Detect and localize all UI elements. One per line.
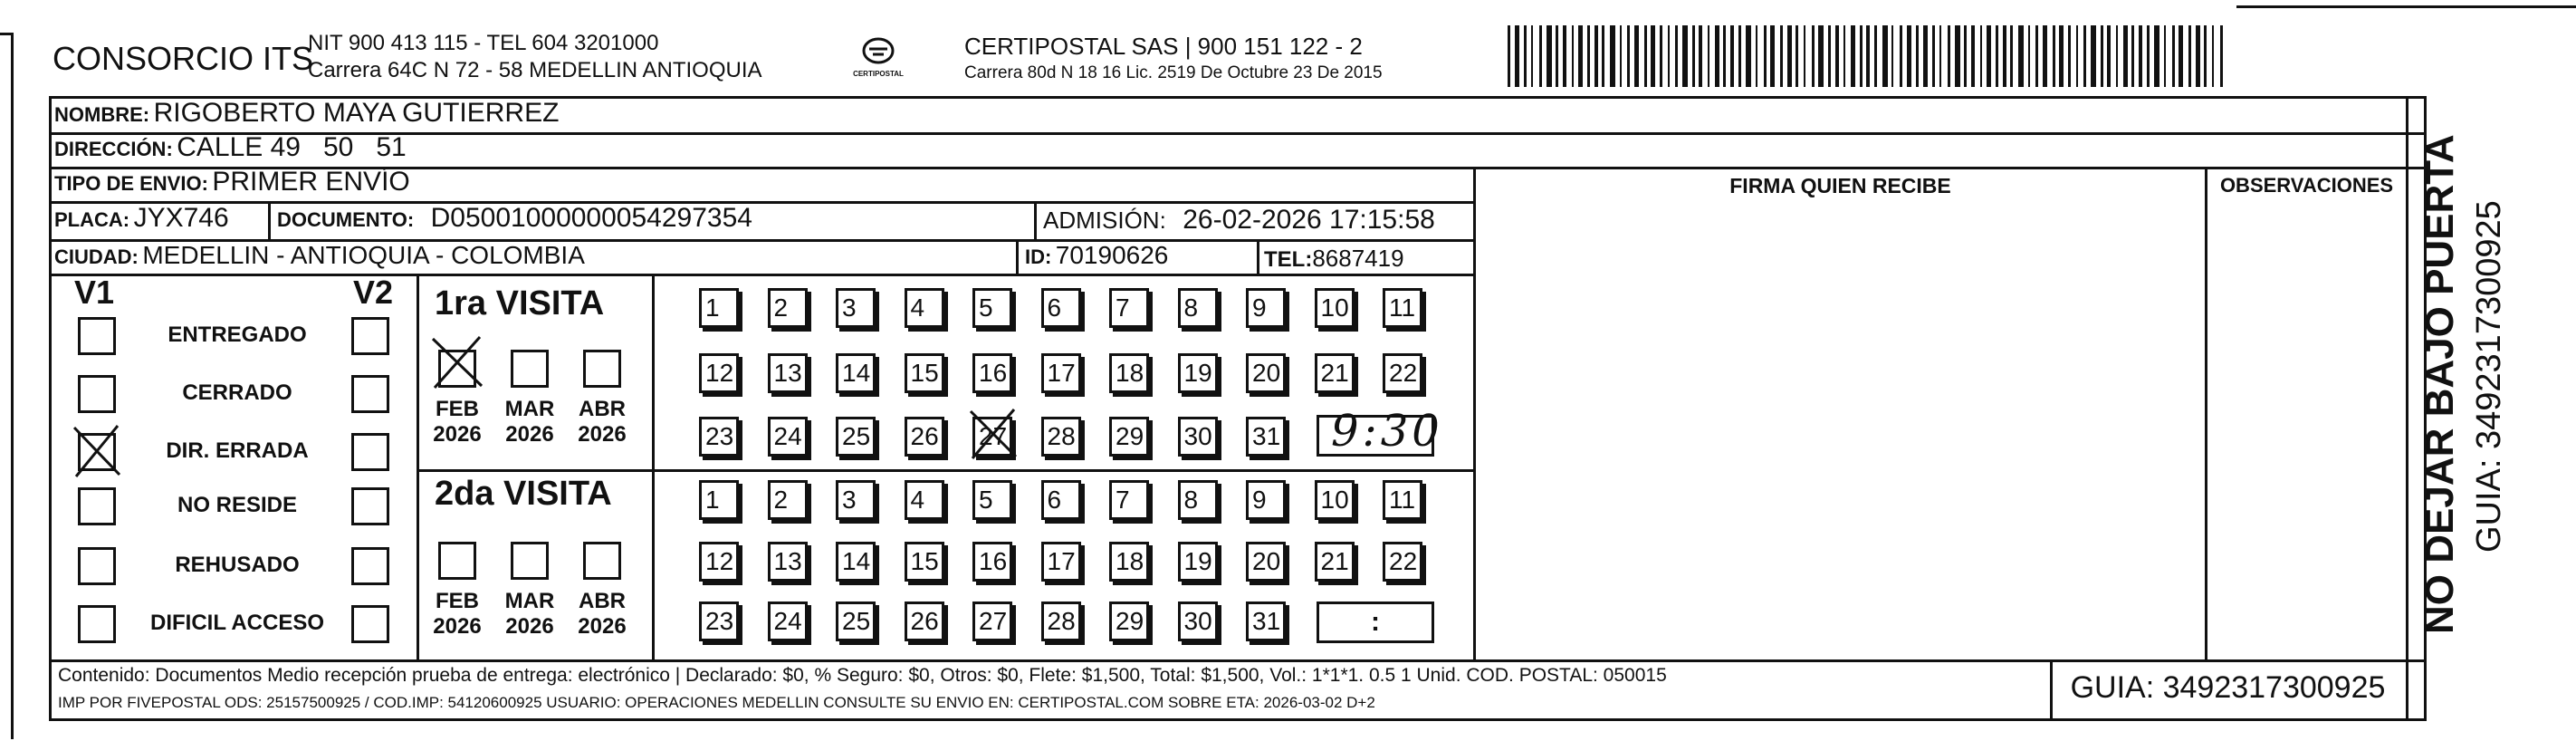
col-line [652,274,655,659]
month-label [570,397,634,447]
day-box[interactable]: 2 [768,480,808,520]
barcode-bar [1692,25,1695,87]
barcode-bar [2003,25,2006,87]
v2-checkbox[interactable] [351,375,389,413]
barcode-bar [1723,25,1726,87]
day-box[interactable]: 27 [972,417,1012,457]
day-box[interactable]: 13 [768,353,808,393]
day-box[interactable]: 27 [972,601,1012,641]
barcode-bar [1602,25,1604,87]
barcode-bar [1787,25,1792,87]
direccion-label: DIRECCIÓN: [54,138,173,160]
barcode-bar [1563,25,1566,87]
month-year: 2026 [578,614,627,639]
v1-checkbox[interactable] [78,547,116,585]
barcode-bar [1955,25,1960,87]
barcode-bar [1708,25,1709,87]
logo-text: CERTIPOSTAL [853,70,904,78]
barcode-bar [1843,25,1845,87]
left-edge-mark-v [11,33,14,739]
v2-checkbox[interactable] [351,433,389,471]
visit1-title: 1ra VISITA [435,284,605,322]
barcode-bar [2053,25,2055,87]
barcode-bar [1851,25,1855,87]
barcode-bar [1812,25,1815,87]
observaciones-header: OBSERVACIONES [2219,174,2394,197]
documento-value: D05001000000054297354 [430,203,752,233]
v2-label: V2 [353,274,394,311]
day-box[interactable]: 31 [1246,417,1286,457]
barcode-bar [2010,25,2013,87]
tel-label: TEL: [1264,247,1313,272]
day-box[interactable]: 17 [1041,353,1081,393]
month-year: 2026 [433,614,482,639]
day-box[interactable]: 22 [1383,542,1422,582]
barcode-bar [1699,25,1702,87]
barcode-bar [2164,25,2166,87]
day-box[interactable]: 11 [1383,480,1422,520]
day-box[interactable]: 20 [1246,542,1286,582]
company-nit: NIT 900 413 115 - TEL 604 3201000 [308,31,659,55]
ciudad-cell [54,241,585,270]
barcode-bar [1682,25,1688,87]
day-box[interactable]: 1 [699,480,739,520]
barcode-bar [1594,25,1598,87]
certipostal-logo-icon [858,36,898,65]
col-line [268,201,271,239]
v1-checkbox[interactable] [78,375,116,413]
day-box[interactable]: 3 [836,288,876,328]
barcode-bar [1730,25,1734,87]
barcode-bar [2028,25,2030,87]
month-label [498,589,561,640]
visit2-time-box: : [1317,601,1434,643]
day-box[interactable]: 1 [699,288,739,328]
month-label [426,397,489,447]
barcode-bar [1900,25,1902,87]
day-box[interactable]: 14 [836,353,876,393]
barcode-bar [1539,25,1542,87]
day-box[interactable]: 12 [699,542,739,582]
barcode-bar [1860,25,1863,87]
reason-label: NO RESIDE [177,493,298,517]
footer-line [49,659,2427,662]
barcode [1508,25,2232,87]
barcode-bar [1780,25,1783,87]
day-box[interactable]: 6 [1041,288,1081,328]
ciudad-label: CIUDAD: [54,245,139,268]
barcode-bar [1651,25,1655,87]
barcode-bar [1675,25,1678,87]
documento-label: DOCUMENTO: [277,208,415,231]
id-label: ID: [1025,245,1052,268]
v1-checkbox[interactable] [78,605,116,643]
day-box[interactable]: 21 [1315,353,1355,393]
barcode-bar [2154,25,2159,87]
barcode-bar [1796,25,1798,87]
col-line [1473,167,1476,659]
month-year: 2026 [505,422,554,447]
day-box[interactable]: 26 [905,601,944,641]
day-box[interactable]: 8 [1178,480,1218,520]
day-box[interactable]: 30 [1178,601,1218,641]
day-box[interactable]: 3 [836,480,876,520]
day-box[interactable]: 28 [1041,417,1081,457]
month-name: MAR [504,397,555,421]
barcode-bar [2068,25,2071,87]
barcode-bar [2035,25,2038,87]
tipo-label: TIPO DE ENVIO: [54,172,208,195]
month-checkbox[interactable] [583,350,621,388]
day-box[interactable]: 18 [1109,542,1149,582]
footer-contenido: Contenido: Documentos Medio recepción prueba de entrega: electrónico | Declarado: $0, % Seguro: $0, Otros: $0, Flete: $1,500, Total: $1,500, Vol.: 1*1*1. 0.5 1 Unid. COD. POSTAL: 050015 [58,665,1667,686]
barcode-bar [1835,25,1839,87]
barcode-bar [1987,25,1991,87]
barcode-bar [1660,25,1662,87]
month-label [498,397,561,447]
barcode-bar [1756,25,1757,87]
barcode-bar [1907,25,1911,87]
month-checkbox[interactable] [438,542,476,580]
barcode-bar [1818,25,1824,87]
month-name: ABR [579,397,626,421]
tel-cell [1264,245,1404,273]
footer-imp: IMP POR FIVEPOSTAL ODS: 25157500925 / COD.IMP: 54120600925 USUARIO: OPERACIONES MEDELLIN CONSULTE SU ENVIO EN: CERTIPOSTAL.COM SOBRE ETA: 2026-03-02 D+2 [58,694,1375,711]
day-box[interactable]: 4 [905,480,944,520]
tel-value: 8687419 [1312,245,1404,272]
barcode-bar [1668,25,1670,87]
day-box[interactable]: 22 [1383,353,1422,393]
barcode-bar [2043,25,2047,87]
barcode-bar [1866,25,1870,87]
barcode-bar [2101,25,2103,87]
barcode-bar [1948,25,1950,87]
barcode-bar [1508,25,1510,87]
day-box[interactable]: 13 [768,542,808,582]
barcode-bar [2172,25,2175,87]
day-box[interactable]: 5 [972,480,1012,520]
day-box[interactable]: 12 [699,353,739,393]
month-checkbox[interactable] [511,350,549,388]
direccion-value: CALLE 49 50 51 [177,132,407,162]
day-box[interactable]: 19 [1178,542,1218,582]
col-line [2205,167,2207,659]
visit2-title: 2da VISITA [435,475,612,513]
admision-value: 26-02-2026 17:15:58 [1183,205,1435,235]
barcode-bar [1916,25,1919,87]
tipo-row [54,167,410,197]
barcode-bar [1531,25,1533,87]
barcode-bar [1587,25,1590,87]
month-label [426,589,489,640]
col-line [1016,239,1019,274]
certipostal-logo [847,36,910,89]
id-cell [1025,241,1168,270]
col-line [2406,96,2408,721]
barcode-bar [2116,25,2118,87]
day-box[interactable]: 26 [905,417,944,457]
barcode-bar [1932,25,1935,87]
placa-value: JYX746 [133,203,229,233]
nombre-value: RIGOBERTO MAYA GUTIERREZ [153,98,560,128]
v2-checkbox[interactable] [351,605,389,643]
tipo-value: PRIMER ENVÍO [212,167,410,197]
barcode-bar [1738,25,1741,87]
barcode-bar [1610,25,1615,87]
day-box[interactable]: 25 [836,417,876,457]
reason-label: DIFICIL ACCESO [149,611,324,635]
barcode-bar [1620,25,1622,87]
day-box[interactable]: 10 [1315,288,1355,328]
barcode-bar [1971,25,1975,87]
barcode-bar [1578,25,1583,87]
month-name: FEB [436,397,479,421]
barcode-bar [1746,25,1751,87]
barcode-bar [2107,25,2111,87]
day-box[interactable]: 30 [1178,417,1218,457]
barcode-bar [2204,25,2207,87]
handwritten-x-mark [71,424,123,478]
month-checkbox[interactable] [511,542,549,580]
barcode-bar [1715,25,1719,87]
barcode-bar [1882,25,1888,87]
barcode-bar [1828,25,1831,87]
row-line [49,274,1476,276]
reason-label: REHUSADO [175,553,300,577]
day-box[interactable]: 24 [768,601,808,641]
carrier-address: Carrera 80d N 18 16 Lic. 2519 De Octubre 23 De 2015 [964,63,1383,82]
barcode-bar [1980,25,1982,87]
visit1-time-handwritten: 9:30 [1331,406,1443,457]
day-box[interactable]: 4 [905,288,944,328]
barcode-bar [1572,25,1574,87]
nombre-label: NOMBRE: [54,103,150,126]
day-box[interactable]: 17 [1041,542,1081,582]
col-line [417,274,419,659]
day-box[interactable]: 19 [1178,353,1218,393]
v1-checkbox[interactable] [78,487,116,525]
month-checkbox[interactable] [583,542,621,580]
day-box[interactable]: 2 [768,288,808,328]
day-box[interactable]: 15 [905,353,944,393]
day-box[interactable]: 20 [1246,353,1286,393]
month-year: 2026 [433,422,482,447]
day-box[interactable]: 7 [1109,480,1149,520]
day-box[interactable]: 15 [905,542,944,582]
firma-header: FIRMA QUIEN RECIBE [1729,174,1951,197]
month-year: 2026 [505,614,554,639]
day-box[interactable]: 25 [836,601,876,641]
barcode-bar [1923,25,1928,87]
barcode-bar [1996,25,1998,87]
nombre-row [54,98,559,129]
day-box[interactable]: 18 [1109,353,1149,393]
company-address: Carrera 64C N 72 - 58 MEDELLIN ANTIOQUIA [308,58,762,82]
month-name: MAR [504,589,555,613]
reason-label: CERRADO [182,380,292,405]
handwritten-x-mark [429,335,485,390]
barcode-bar [1634,25,1639,87]
day-box[interactable]: 9 [1246,288,1286,328]
barcode-bar [2131,25,2134,87]
v1-checkbox[interactable] [78,317,116,355]
handwritten-x-mark [967,408,1020,460]
day-box[interactable]: 16 [972,542,1012,582]
reason-label: DIR. ERRADA [166,438,309,463]
row-line [49,201,1476,204]
reason-label: ENTREGADO [168,322,307,347]
day-box[interactable]: 31 [1246,601,1286,641]
day-box[interactable]: 14 [836,542,876,582]
col-line [1257,239,1259,274]
barcode-bar [2139,25,2142,87]
month-year: 2026 [578,422,627,447]
day-box[interactable]: 23 [699,417,739,457]
day-box[interactable]: 23 [699,601,739,641]
day-box[interactable]: 6 [1041,480,1081,520]
barcode-bar [2059,25,2064,87]
barcode-bar [1644,25,1647,87]
documento-cell [277,203,752,234]
footer-guia: GUIA: 3492317300925 [2070,670,2386,705]
barcode-bar [1764,25,1767,87]
barcode-bar [1874,25,1877,87]
barcode-bar [2123,25,2128,87]
barcode-bar [2179,25,2183,87]
barcode-bar [1556,25,1558,87]
day-box[interactable]: 9 [1246,480,1286,520]
month-name: ABR [579,589,626,613]
top-right-line [2236,5,2576,8]
carrier-name: CERTIPOSTAL SAS | 900 151 122 - 2 [964,33,1363,60]
id-value: 70190626 [1055,241,1169,269]
barcode-bar [1891,25,1893,87]
day-box[interactable]: 7 [1109,288,1149,328]
barcode-bar [2091,25,2096,87]
v2-checkbox[interactable] [351,317,389,355]
placa-label: PLACA: [54,208,130,231]
day-box[interactable]: 16 [972,353,1012,393]
side-text-guia: GUIA: 3492317300925 [2470,200,2508,553]
barcode-bar [2188,25,2191,87]
day-box[interactable]: 29 [1109,417,1149,457]
barcode-bar [1804,25,1805,87]
month-label [570,589,634,640]
day-box[interactable]: 28 [1041,601,1081,641]
barcode-bar [1515,25,1519,87]
day-box[interactable]: 29 [1109,601,1149,641]
barcode-bar [2076,25,2078,87]
v1-label: V1 [74,274,115,311]
day-box[interactable]: 10 [1315,480,1355,520]
day-box[interactable]: 8 [1178,288,1218,328]
direccion-row [54,132,407,163]
barcode-bar [2083,25,2086,87]
ciudad-value: MEDELLIN - ANTIOQUIA - COLOMBIA [142,241,585,269]
barcode-bar [1627,25,1630,87]
day-box[interactable]: 21 [1315,542,1355,582]
day-box[interactable]: 24 [768,417,808,457]
barcode-bar [1547,25,1552,87]
barcode-bar [2220,25,2223,87]
row-line [417,469,1476,472]
barcode-bar [2018,25,2024,87]
month-name: FEB [436,589,479,613]
admision-cell [1043,205,1435,236]
v2-checkbox[interactable] [351,487,389,525]
barcode-bar [2147,25,2150,87]
day-box[interactable]: 11 [1383,288,1422,328]
v2-checkbox[interactable] [351,547,389,585]
barcode-bar [1770,25,1775,87]
admision-label: ADMISIÓN: [1043,207,1166,234]
day-box[interactable]: 5 [972,288,1012,328]
col-line [1034,201,1037,239]
barcode-bar [2196,25,2200,87]
placa-cell [54,203,229,234]
barcode-bar [2212,25,2214,87]
barcode-bar [1964,25,1967,87]
barcode-bar [1939,25,1941,87]
company-name: CONSORCIO ITS [53,40,314,77]
barcode-bar [1524,25,1527,87]
side-text-no-dejar: NO DEJAR BAJO PUERTA [2418,134,2462,634]
